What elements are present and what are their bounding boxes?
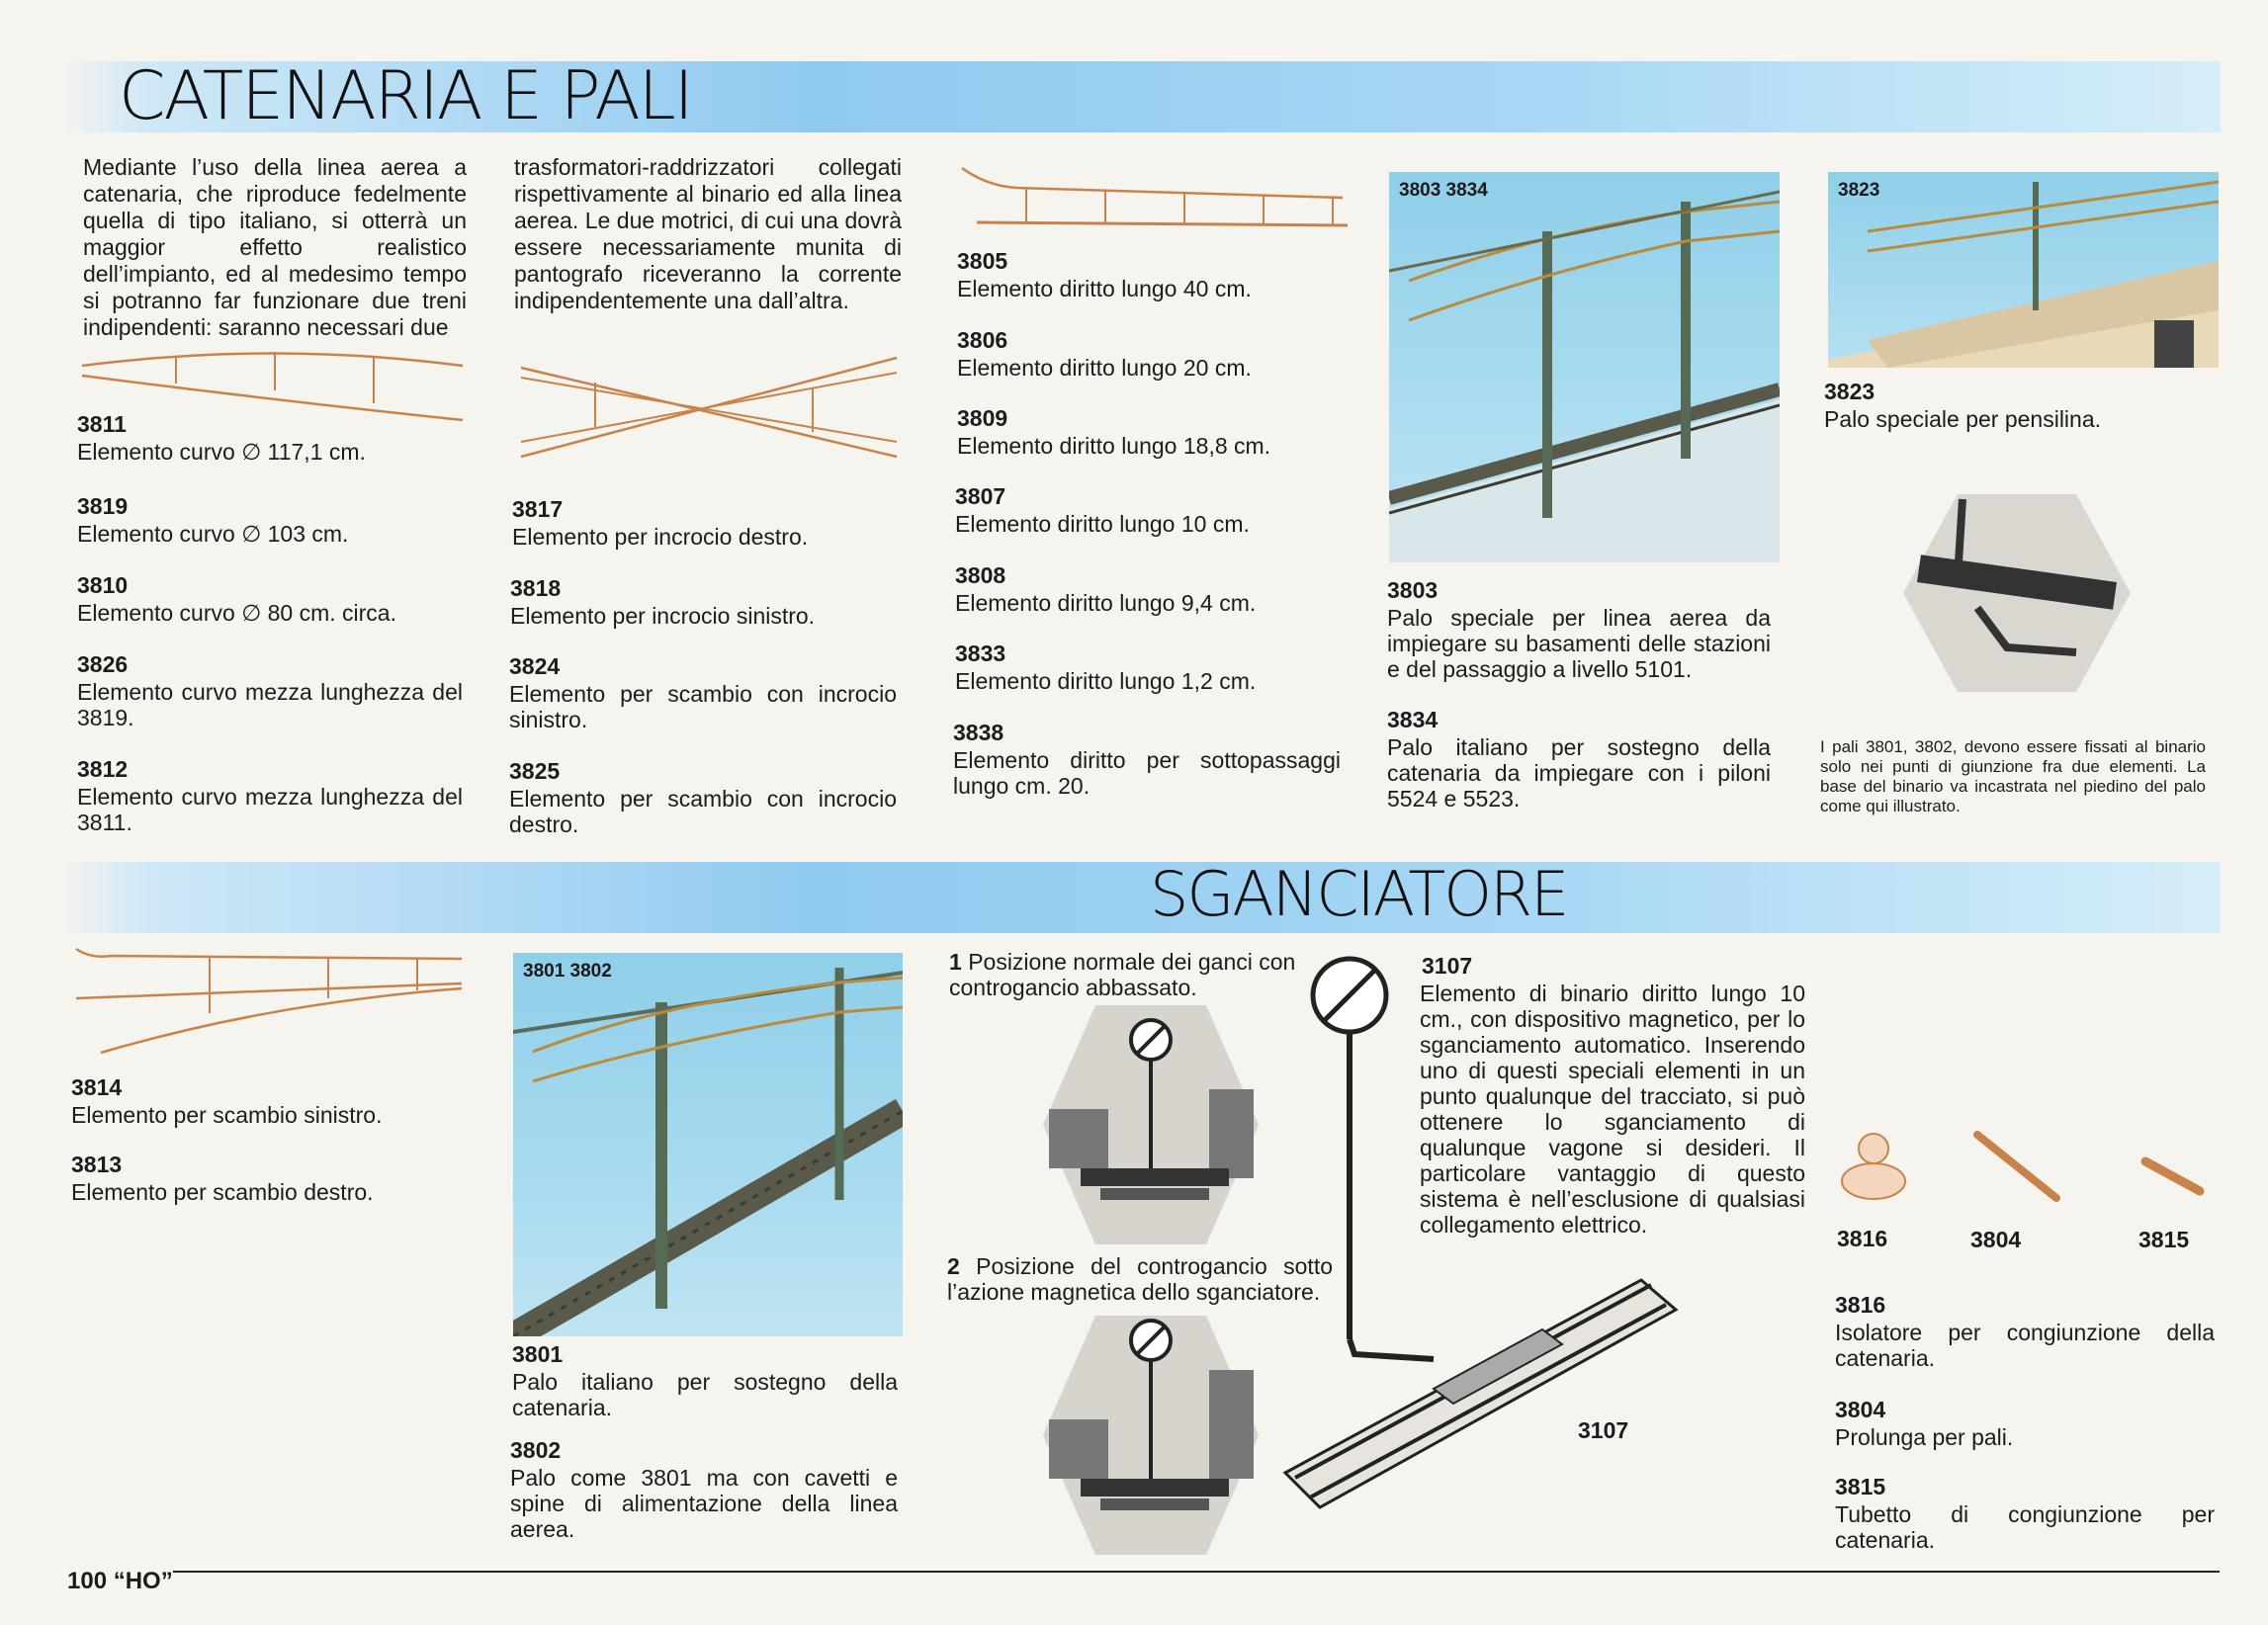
desc-3804: Prolunga per pali. <box>1835 1424 2014 1450</box>
photo-pole-3803 <box>1389 172 1780 562</box>
accessory-label-3804: 3804 <box>1970 1227 2022 1252</box>
photo-label-3803: 3803 3834 <box>1399 180 1488 201</box>
section-banner-sganciatore <box>59 862 2221 933</box>
catenary-switch-drawing <box>71 944 467 1063</box>
intro-col1: Mediante l’uso della linea aerea a catenaria, che riproduce fedelmente quella di tipo italiano, si otterrà un maggior effetto realistico dell’impianto, ed al medesimo tempo si potranno far funzionare due treni indipendenti: saranno necessari due <box>83 154 467 340</box>
code-3826: 3826 <box>77 651 129 677</box>
desc-3826: Elemento curvo mezza lunghezza del 3819. <box>77 679 463 730</box>
photo-pole-3801 <box>513 953 903 1336</box>
code-3801: 3801 <box>512 1341 564 1367</box>
desc-3107: Elemento di binario diritto lungo 10 cm., con dispositivo magnetico, per lo sganciamento automatico. Inserendo uno di questi speciali elementi in un punto qualunque del tracciato, si può ottenere lo sganciamento di qualunque vagone si desideri. Il particolare vantaggio di questo sistema è nell’esclusione di qualsiasi collegamento elettrico. <box>1420 981 1805 1238</box>
accessory-label-3816: 3816 <box>1837 1226 1888 1251</box>
desc-3824: Elemento per scambio con incrocio sinistro. <box>509 681 897 732</box>
coupling-illustration-1 <box>1041 1000 1261 1249</box>
code-3819: 3819 <box>77 493 129 519</box>
code-3816: 3816 <box>1835 1292 1886 1318</box>
desc-3823: Palo speciale per pensilina. <box>1824 406 2102 432</box>
footer-rule <box>173 1571 2220 1573</box>
desc-3819: Elemento curvo ∅ 103 cm. <box>77 521 349 547</box>
photo-label-3801: 3801 3802 <box>523 961 612 982</box>
desc-3805: Elemento diritto lungo 40 cm. <box>957 276 1252 301</box>
code-3810: 3810 <box>77 572 129 598</box>
code-3833: 3833 <box>955 641 1006 666</box>
code-3806: 3806 <box>957 327 1008 353</box>
catenary-curve-drawing <box>77 346 473 425</box>
desc-3802: Palo come 3801 ma con cavetti e spine di alimentazione della linea aerea. <box>510 1465 898 1542</box>
desc-3833: Elemento diritto lungo 1,2 cm. <box>955 668 1257 694</box>
desc-3817: Elemento per incrocio destro. <box>512 524 809 550</box>
catenary-straight-drawing <box>957 158 1352 237</box>
code-3802: 3802 <box>510 1437 562 1463</box>
desc-3813: Elemento per scambio destro. <box>71 1179 374 1205</box>
code-3815: 3815 <box>1835 1474 1886 1499</box>
code-3808: 3808 <box>955 562 1006 588</box>
page-title: CATENARIA E PALI <box>119 57 692 135</box>
code-3809: 3809 <box>957 405 1008 431</box>
desc-3808: Elemento diritto lungo 9,4 cm. <box>955 590 1257 616</box>
desc-3809: Elemento diritto lungo 18,8 cm. <box>957 433 1271 459</box>
code-3813: 3813 <box>71 1152 123 1177</box>
pole-foot-illustration <box>1898 489 2136 697</box>
code-3807: 3807 <box>955 483 1006 509</box>
step-2-number: 2 <box>947 1253 960 1279</box>
section-title-sganciatore: SGANCIATORE <box>1150 858 1568 930</box>
code-3824: 3824 <box>509 653 561 679</box>
code-3804: 3804 <box>1835 1397 1886 1422</box>
code-3834: 3834 <box>1387 707 1439 732</box>
desc-3806: Elemento diritto lungo 20 cm. <box>957 355 1252 381</box>
step-1-caption: Posizione normale dei ganci con controgancio abbassato. <box>949 949 1296 1000</box>
desc-3811: Elemento curvo ∅ 117,1 cm. <box>77 439 366 465</box>
code-3818: 3818 <box>510 575 562 601</box>
desc-3801: Palo italiano per sostegno della catenaria. <box>512 1369 898 1420</box>
code-3838: 3838 <box>953 720 1004 745</box>
desc-3834: Palo italiano per sostegno della catenaria da impiegare con i piloni 5524 e 5523. <box>1387 734 1771 812</box>
coupling-illustration-2 <box>1041 1311 1261 1560</box>
code-3817: 3817 <box>512 496 564 522</box>
code-3814: 3814 <box>71 1074 123 1100</box>
isolator-icon <box>1834 1127 1913 1206</box>
desc-3816: Isolatore per congiunzione della catenaria. <box>1835 1320 2215 1371</box>
desc-3815: Tubetto di congiunzione per catenaria. <box>1835 1501 2215 1553</box>
code-3803: 3803 <box>1387 577 1439 603</box>
desc-3814: Elemento per scambio sinistro. <box>71 1102 383 1128</box>
code-3107: 3107 <box>1422 953 1473 979</box>
accessory-label-3815: 3815 <box>2138 1227 2190 1252</box>
track-label-3107: 3107 <box>1578 1417 1629 1443</box>
desc-3838: Elemento diritto per sottopassaggi lungo cm. 20. <box>953 747 1341 799</box>
desc-3818: Elemento per incrocio sinistro. <box>510 603 816 629</box>
step-1-number: 1 <box>949 949 962 975</box>
code-3825: 3825 <box>509 758 561 784</box>
photo-pole-3823 <box>1828 172 2219 368</box>
code-3823: 3823 <box>1824 379 1875 404</box>
connector-tube-icon <box>2136 1147 2215 1206</box>
desc-3810: Elemento curvo ∅ 80 cm. circa. <box>77 600 396 626</box>
desc-3807: Elemento diritto lungo 10 cm. <box>955 511 1250 537</box>
code-3812: 3812 <box>77 756 129 782</box>
desc-3825: Elemento per scambio con incrocio destro. <box>509 786 897 837</box>
extension-rod-icon <box>1967 1127 2066 1206</box>
code-3805: 3805 <box>957 248 1008 274</box>
note-pali: I pali 3801, 3802, devono essere fissati al binario solo nei punti di giunzione fra due elementi. La base del binario va incastrata nel piedino del palo come qui illustrato. <box>1820 737 2206 815</box>
step-2-caption: Posizione del controgancio sotto l’azione magnetica dello sganciatore. <box>947 1253 1334 1305</box>
intro-col2: trasformatori-raddrizzatori collegati rispettivamente al binario ed alla linea aerea. Le due motrici, di cui una dovrà essere necessariamente munita di pantografo riceveranno la corrente indipendentemente una dall’altra. <box>514 154 902 313</box>
desc-3812: Elemento curvo mezza lunghezza del 3811. <box>77 784 463 835</box>
photo-label-3823: 3823 <box>1838 180 1880 201</box>
catenary-crossing-drawing <box>516 348 902 476</box>
desc-3803: Palo speciale per linea aerea da impiegare su basamenti delle stazioni e del passaggio a livello 5101. <box>1387 605 1771 682</box>
page-number: 100 “HO” <box>67 1568 173 1594</box>
code-3811: 3811 <box>77 411 127 437</box>
